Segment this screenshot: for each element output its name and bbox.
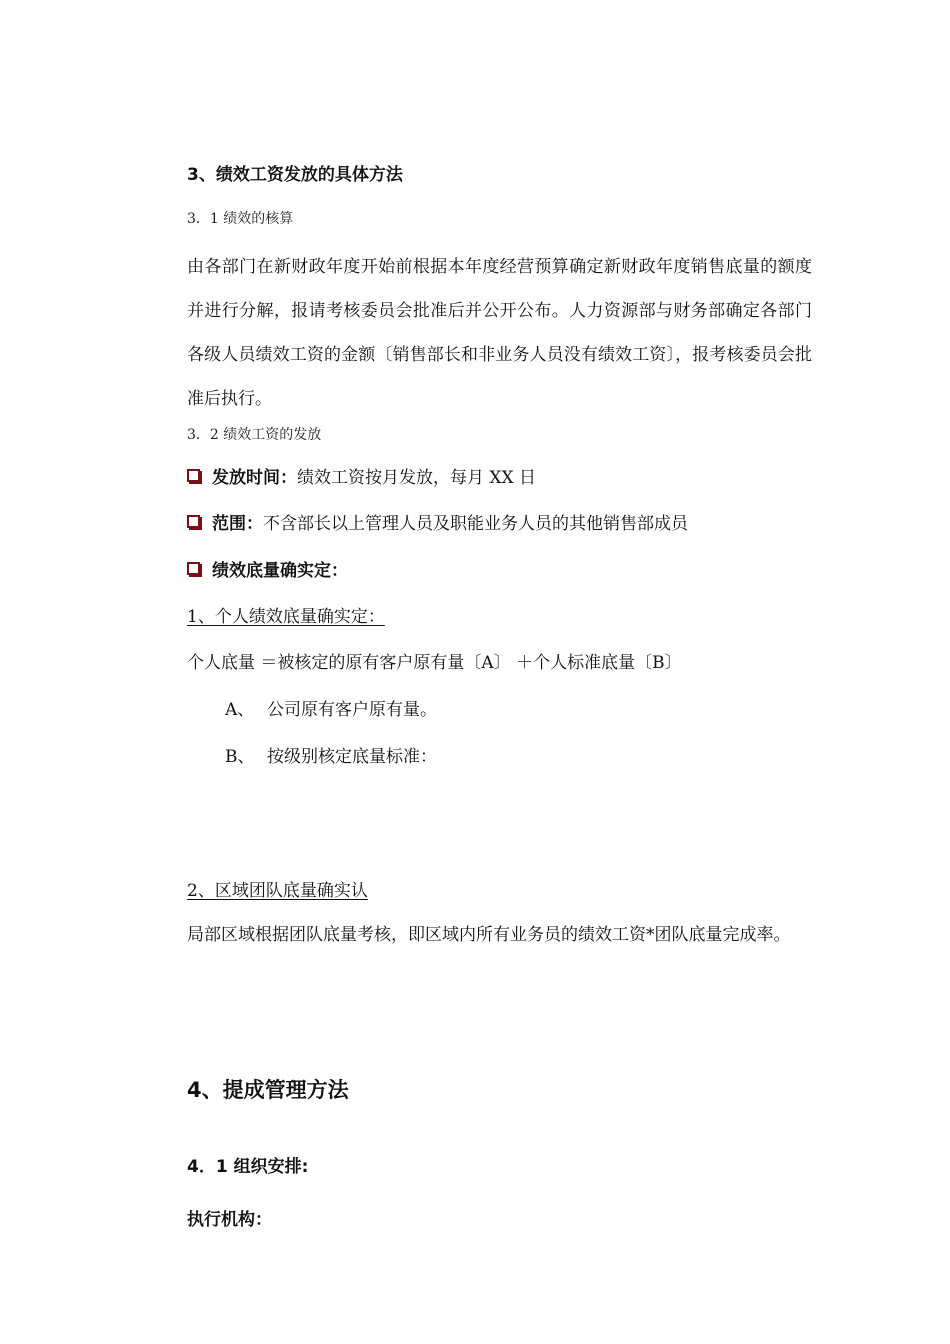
- item-b: [225, 742, 437, 767]
- item-a-text: 公司原有客户原有量。: [267, 700, 437, 720]
- item-2-title-text: 2、区域团队底量确实认: [187, 881, 368, 901]
- bullet-text: 绩效工资按月发放，每月 XX 日: [297, 468, 537, 488]
- bullet-payment-time: [187, 463, 536, 488]
- paragraph-region-team: 局部区域根据团队底量考核，即区域内所有业务员的绩效工资*团队底量完成率。: [187, 925, 791, 945]
- bullet-scope: [187, 509, 688, 534]
- subsection-4-1-heading: 4．1 组织安排:: [187, 1157, 309, 1177]
- subsection-3-1-heading: 3．1 绩效的核算: [187, 211, 294, 227]
- section-4-heading: 4、提成管理方法: [187, 1078, 349, 1102]
- item-1-title: [187, 602, 385, 627]
- section-3-heading: 3、绩效工资发放的具体方法: [187, 165, 403, 185]
- checkbox-bullet-icon: [187, 469, 200, 482]
- checkbox-bullet-icon: [187, 562, 200, 575]
- executive-body-label: 执行机构：: [187, 1210, 272, 1230]
- bullet-baseline: [187, 556, 348, 581]
- subsection-3-2-heading: 3．2 绩效工资的发放: [187, 427, 322, 443]
- item-2-title: [187, 876, 368, 901]
- item-a-label: A、: [225, 700, 255, 720]
- item-1-title-text: 1、个人绩效底量确实定：: [187, 607, 385, 627]
- item-b-label: B、: [225, 747, 255, 767]
- item-b-text: 按级别核定底量标准：: [267, 747, 437, 767]
- checkbox-bullet-icon: [187, 515, 200, 528]
- bullet-text: 不含部长以上管理人员及职能业务人员的其他销售部成员: [263, 514, 688, 534]
- item-a: [225, 695, 437, 720]
- paragraph-performance-calc: 由各部门在新财政年度开始前根据本年度经营预算确定新财政年度销售底量的额度并进行分解，报请考核委员会批准后并公开公布。人力资源部与财务部确定各部门各级人员绩效工资的金额〔销售部长和非业务人员没有绩效工资〕，报考核委员会批准后执行。: [187, 257, 812, 409]
- bullet-label: 绩效底量确实定：: [212, 561, 348, 581]
- baseline-formula: 个人底量 ＝被核定的原有客户原有量〔A〕 ＋个人标准底量〔B〕: [187, 653, 682, 673]
- bullet-label: 范围：: [212, 514, 263, 534]
- bullet-label: 发放时间：: [212, 468, 297, 488]
